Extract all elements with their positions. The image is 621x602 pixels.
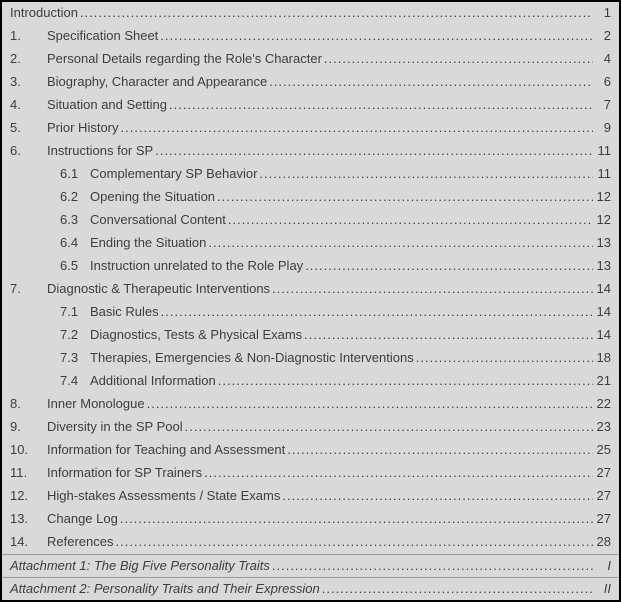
toc-entry-label: High-stakes Assessments / State Exams — [47, 488, 281, 503]
toc-entry-number: 7.3 — [60, 350, 79, 365]
toc-dot-leader — [272, 555, 593, 577]
toc-entry-label: Personal Details regarding the Role's Character — [47, 51, 322, 66]
toc-dot-leader — [204, 462, 592, 484]
toc-dot-leader — [287, 439, 592, 461]
toc-entry[interactable] — [2, 301, 619, 324]
toc-dot-leader — [160, 25, 593, 47]
toc-entry-number: 14. — [10, 534, 29, 549]
toc-dot-leader — [259, 163, 593, 185]
toc-entry-number: 6.3 — [60, 212, 79, 227]
toc-page-number: 9 — [603, 120, 611, 135]
toc-entry-label: Conversational Content — [90, 212, 226, 227]
toc-entry[interactable] — [2, 439, 619, 462]
toc-entry[interactable] — [2, 347, 619, 370]
toc-page-number: 4 — [603, 51, 611, 66]
toc-entry[interactable] — [2, 163, 619, 186]
toc-entry-label: Opening the Situation — [90, 189, 216, 204]
toc-entry-label: Diversity in the SP Pool — [47, 419, 183, 434]
toc-entry[interactable] — [2, 48, 619, 71]
toc-dot-leader — [155, 140, 593, 162]
toc-dot-leader — [208, 232, 592, 254]
toc-dot-leader — [304, 324, 592, 346]
toc-entry[interactable] — [2, 554, 619, 577]
toc-entry-label: Prior History — [47, 120, 119, 135]
toc-dot-leader — [305, 255, 592, 277]
toc-entry[interactable] — [2, 531, 619, 554]
toc-entry-number: 6. — [10, 143, 21, 158]
toc-entry-label: References — [47, 534, 114, 549]
toc-page-number: 12 — [596, 189, 611, 204]
toc-entry-number: 3. — [10, 74, 21, 89]
toc-entry-label: Complementary SP Behavior — [90, 166, 258, 181]
toc-entry-label: Specification Sheet — [47, 28, 159, 43]
toc-page-number: I — [607, 558, 611, 573]
toc-entry-label: Biography, Character and Appearance — [47, 74, 268, 89]
toc-entry-number: 7. — [10, 281, 21, 296]
toc-entry[interactable] — [2, 140, 619, 163]
toc-entry-label: Ending the Situation — [90, 235, 207, 250]
toc-dot-leader — [282, 485, 592, 507]
toc-dot-leader — [272, 278, 592, 300]
toc-page-number: 1 — [603, 5, 611, 20]
toc-page-number: 25 — [596, 442, 611, 457]
toc-dot-leader — [322, 578, 593, 600]
toc-entry-label: Attachment 1: The Big Five Personality Traits — [10, 558, 270, 573]
toc-page-number: 21 — [596, 373, 611, 388]
toc-dot-leader — [169, 94, 593, 116]
toc-entry-number: 4. — [10, 97, 21, 112]
toc-entry-label: Information for SP Trainers — [47, 465, 203, 480]
toc-page-number: 27 — [596, 488, 611, 503]
toc-entry-number: 11. — [10, 465, 28, 480]
toc-entry-label: Basic Rules — [90, 304, 159, 319]
toc-page-number: 11 — [597, 143, 611, 158]
toc-dot-leader — [80, 2, 593, 24]
toc-entry[interactable] — [2, 508, 619, 531]
toc-page-number: 11 — [597, 166, 611, 181]
toc-dot-leader — [185, 416, 593, 438]
toc-entry-label: Information for Teaching and Assessment — [47, 442, 286, 457]
toc-entry-number: 2. — [10, 51, 21, 66]
toc-entry[interactable] — [2, 462, 619, 485]
toc-entry[interactable] — [2, 485, 619, 508]
toc-entry[interactable] — [2, 117, 619, 140]
toc-entry[interactable] — [2, 393, 619, 416]
toc-page-number: 22 — [596, 396, 611, 411]
toc-entry-number: 12. — [10, 488, 29, 503]
toc-list — [2, 2, 619, 600]
toc-dot-leader — [147, 393, 593, 415]
toc-entry[interactable] — [2, 278, 619, 301]
toc-entry-number: 6.4 — [60, 235, 79, 250]
toc-page-number: 14 — [596, 327, 611, 342]
toc-dot-leader — [120, 508, 593, 530]
toc-entry[interactable] — [2, 209, 619, 232]
toc-page-number: II — [603, 581, 611, 596]
toc-entry[interactable] — [2, 255, 619, 278]
toc-page-number: 13 — [596, 258, 611, 273]
toc-dot-leader — [324, 48, 593, 70]
toc-entry-number: 6.2 — [60, 189, 79, 204]
toc-entry-label: Therapies, Emergencies & Non-Diagnostic Interventions — [90, 350, 414, 365]
toc-entry-number: 8. — [10, 396, 21, 411]
toc-page-number: 6 — [603, 74, 611, 89]
toc-entry-label: Change Log — [47, 511, 118, 526]
toc-entry[interactable] — [2, 324, 619, 347]
toc-page-number: 2 — [603, 28, 611, 43]
toc-page-number: 23 — [596, 419, 611, 434]
toc-entry[interactable] — [2, 71, 619, 94]
toc-page-number: 28 — [596, 534, 611, 549]
toc-entry-number: 13. — [10, 511, 29, 526]
toc-entry[interactable] — [2, 416, 619, 439]
toc-dot-leader — [161, 301, 593, 323]
toc-entry[interactable] — [2, 94, 619, 117]
toc-entry-number: 7.1 — [60, 304, 79, 319]
toc-entry[interactable] — [2, 370, 619, 393]
toc-entry-label: Diagnostics, Tests & Physical Exams — [90, 327, 303, 342]
toc-entry-label: Inner Monologue — [47, 396, 145, 411]
toc-page-number: 12 — [596, 212, 611, 227]
toc-entry-label: Instruction unrelated to the Role Play — [90, 258, 304, 273]
toc-entry[interactable] — [2, 25, 619, 48]
toc-page-number: 14 — [596, 281, 611, 296]
toc-entry[interactable] — [2, 186, 619, 209]
toc-entry[interactable] — [2, 577, 619, 600]
toc-entry-label: Additional Information — [90, 373, 216, 388]
toc-page-number: 27 — [596, 511, 611, 526]
toc-dot-leader — [115, 531, 592, 553]
toc-dot-leader — [218, 370, 593, 392]
toc-entry-label: Diagnostic & Therapeutic Interventions — [47, 281, 271, 296]
toc-page-number: 18 — [596, 350, 611, 365]
toc-page-number: 7 — [603, 97, 611, 112]
toc-entry-number: 7.4 — [60, 373, 79, 388]
toc-entry-number: 1. — [10, 28, 21, 43]
toc-page-number: 27 — [596, 465, 611, 480]
toc-entry-number: 6.5 — [60, 258, 79, 273]
toc-entry-number: 6.1 — [60, 166, 79, 181]
toc-page-number: 13 — [596, 235, 611, 250]
toc-dot-leader — [269, 71, 593, 93]
toc-entry-label: Instructions for SP — [47, 143, 154, 158]
toc-entry[interactable] — [2, 232, 619, 255]
toc-entry-number: 10. — [10, 442, 29, 457]
toc-page-number: 14 — [596, 304, 611, 319]
toc-entry-number: 9. — [10, 419, 21, 434]
toc-dot-leader — [217, 186, 592, 208]
toc-entry-number: 7.2 — [60, 327, 79, 342]
toc-dot-leader — [416, 347, 593, 369]
toc-entry-number: 5. — [10, 120, 21, 135]
toc-entry[interactable] — [2, 2, 619, 25]
toc-entry-label: Attachment 2: Personality Traits and Their Expression — [10, 581, 320, 596]
toc-dot-leader — [228, 209, 593, 231]
toc-entry-label: Situation and Setting — [47, 97, 167, 112]
toc-dot-leader — [121, 117, 593, 139]
toc-entry-label: Introduction — [10, 5, 78, 20]
